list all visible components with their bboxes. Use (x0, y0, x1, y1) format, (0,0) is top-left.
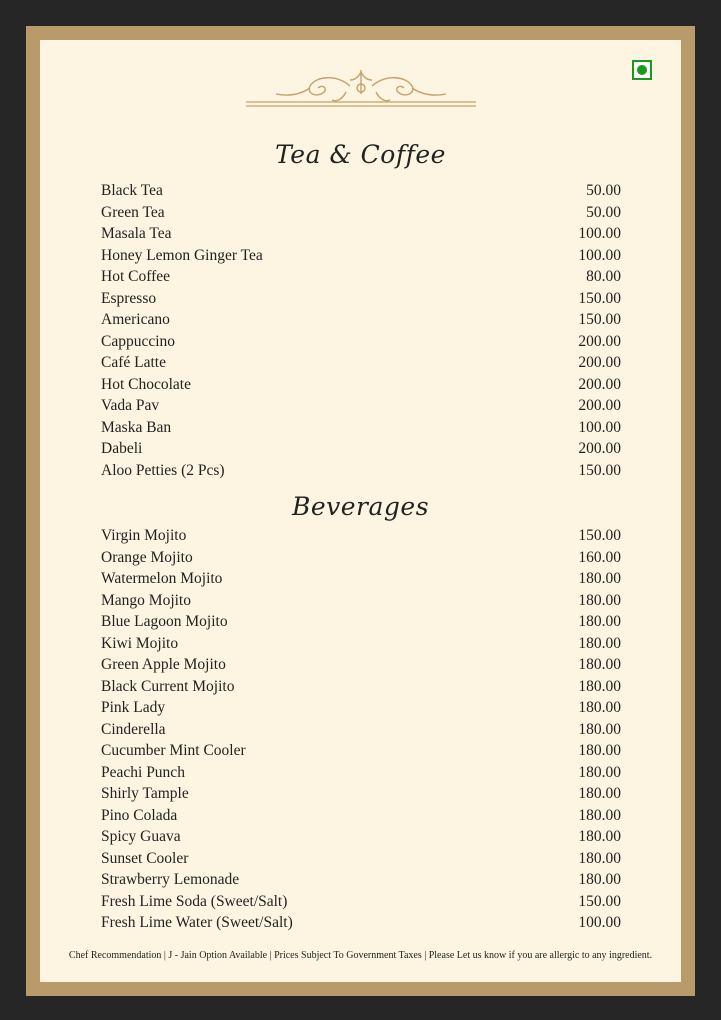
menu-page (40, 40, 681, 982)
menu-item-price: 180.00 (578, 849, 621, 867)
menu-item-price: 150.00 (578, 892, 621, 910)
tea-coffee-list (101, 182, 621, 483)
menu-item-price: 150.00 (578, 461, 621, 479)
menu-item-price: 180.00 (578, 634, 621, 652)
menu-item-price: 150.00 (578, 289, 621, 307)
menu-item-name: Vada Pav (101, 397, 160, 414)
menu-item-name: Black Tea (101, 182, 163, 199)
menu-item-price: 180.00 (578, 871, 621, 888)
menu-item-name: Hot Coffee (101, 268, 171, 285)
menu-item-price: 200.00 (578, 332, 621, 350)
menu-item (101, 721, 621, 743)
menu-item-name: Sunset Cooler (101, 849, 189, 867)
menu-item-name: Fresh Lime Water (Sweet/Salt) (101, 914, 293, 931)
menu-item-name: Pink Lady (101, 699, 166, 716)
menu-item-price: 180.00 (578, 570, 621, 587)
menu-item-name: Cinderella (101, 720, 166, 738)
flourish-ornament-icon (246, 66, 476, 116)
menu-item-price: 80.00 (586, 268, 621, 285)
menu-item-name: Virgin Mojito (101, 527, 187, 544)
menu-item-price: 180.00 (578, 828, 621, 845)
menu-item-name: Shirly Tample (101, 785, 189, 802)
menu-item-price: 180.00 (578, 613, 621, 630)
menu-item-price: 150.00 (578, 311, 621, 328)
menu-item-price: 100.00 (578, 914, 621, 931)
menu-item (101, 333, 621, 355)
menu-item-price: 50.00 (586, 182, 621, 199)
menu-item (101, 376, 621, 398)
menu-item-name: Americano (101, 311, 170, 328)
section-title-beverages: Beverages (291, 492, 430, 521)
menu-item (101, 462, 621, 484)
menu-item (101, 828, 621, 850)
menu-item-name: Blue Lagoon Mojito (101, 613, 228, 630)
menu-item (101, 656, 621, 678)
menu-item (101, 699, 621, 721)
menu-item (101, 742, 621, 764)
menu-item-name: Orange Mojito (101, 548, 193, 566)
menu-item (101, 893, 621, 915)
menu-item-price: 180.00 (578, 591, 621, 609)
menu-item-name: Masala Tea (101, 225, 172, 242)
section-title-tea-coffee: Tea & Coffee (275, 140, 446, 169)
menu-item-price: 160.00 (578, 548, 621, 566)
menu-item-price: 180.00 (578, 785, 621, 802)
menu-item (101, 290, 621, 312)
menu-item-name: Mango Mojito (101, 591, 191, 609)
menu-item (101, 204, 621, 226)
menu-item (101, 527, 621, 549)
menu-item-price: 200.00 (578, 375, 621, 393)
menu-item-name: Fresh Lime Soda (Sweet/Salt) (101, 892, 288, 910)
menu-item (101, 914, 621, 936)
menu-item (101, 570, 621, 592)
menu-item-name: Hot Chocolate (101, 375, 191, 393)
menu-item-name: Peachi Punch (101, 763, 185, 781)
menu-item-name: Black Current Mojito (101, 677, 235, 695)
menu-item-name: Strawberry Lemonade (101, 871, 240, 888)
menu-item-name: Watermelon Mojito (101, 570, 223, 587)
menu-item-name: Aloo Petties (2 Pcs) (101, 461, 225, 479)
menu-item-name: Cucumber Mint Cooler (101, 742, 246, 759)
menu-item (101, 354, 621, 376)
menu-item (101, 635, 621, 657)
menu-item (101, 678, 621, 700)
menu-item (101, 549, 621, 571)
menu-item (101, 850, 621, 872)
menu-item-name: Green Apple Mojito (101, 656, 226, 673)
menu-item (101, 807, 621, 829)
menu-item (101, 225, 621, 247)
menu-item (101, 785, 621, 807)
menu-item-price: 180.00 (578, 720, 621, 738)
menu-item-price: 100.00 (578, 246, 621, 264)
menu-item-price: 50.00 (586, 203, 621, 221)
menu-item-name: Café Latte (101, 354, 166, 371)
menu-item-price: 200.00 (578, 354, 621, 371)
menu-item-price: 180.00 (578, 699, 621, 716)
menu-item (101, 613, 621, 635)
menu-item (101, 311, 621, 333)
menu-item (101, 397, 621, 419)
menu-item-price: 150.00 (578, 527, 621, 544)
menu-frame (26, 26, 695, 996)
menu-item (101, 247, 621, 269)
menu-item (101, 182, 621, 204)
menu-item-price: 180.00 (578, 806, 621, 824)
menu-item-price: 180.00 (578, 656, 621, 673)
beverages-list (101, 527, 621, 936)
menu-item (101, 419, 621, 441)
menu-item (101, 592, 621, 614)
menu-item-price: 100.00 (578, 418, 621, 436)
menu-item-name: Spicy Guava (101, 828, 181, 845)
menu-item (101, 764, 621, 786)
menu-item-price: 180.00 (578, 742, 621, 759)
veg-indicator-icon (632, 60, 652, 80)
menu-item-name: Kiwi Mojito (101, 634, 179, 652)
menu-item-name: Honey Lemon Ginger Tea (101, 246, 263, 264)
menu-item (101, 440, 621, 462)
menu-item-name: Maska Ban (101, 418, 172, 436)
menu-footer-note: Chef Recommendation | J - Jain Option Available | Prices Subject To Government Taxes | Please Let us know if you are allergic to any ingredient. (68, 950, 653, 961)
menu-item-name: Pino Colada (101, 806, 178, 824)
menu-item-price: 180.00 (578, 677, 621, 695)
menu-item (101, 871, 621, 893)
menu-item (101, 268, 621, 290)
menu-item-name: Green Tea (101, 203, 165, 221)
menu-item-name: Dabeli (101, 440, 143, 457)
menu-item-name: Espresso (101, 289, 157, 307)
menu-item-price: 100.00 (578, 225, 621, 242)
menu-item-price: 200.00 (578, 397, 621, 414)
veg-dot (637, 65, 647, 75)
menu-item-name: Cappuccino (101, 332, 176, 350)
menu-item-price: 200.00 (578, 440, 621, 457)
menu-item-price: 180.00 (578, 763, 621, 781)
